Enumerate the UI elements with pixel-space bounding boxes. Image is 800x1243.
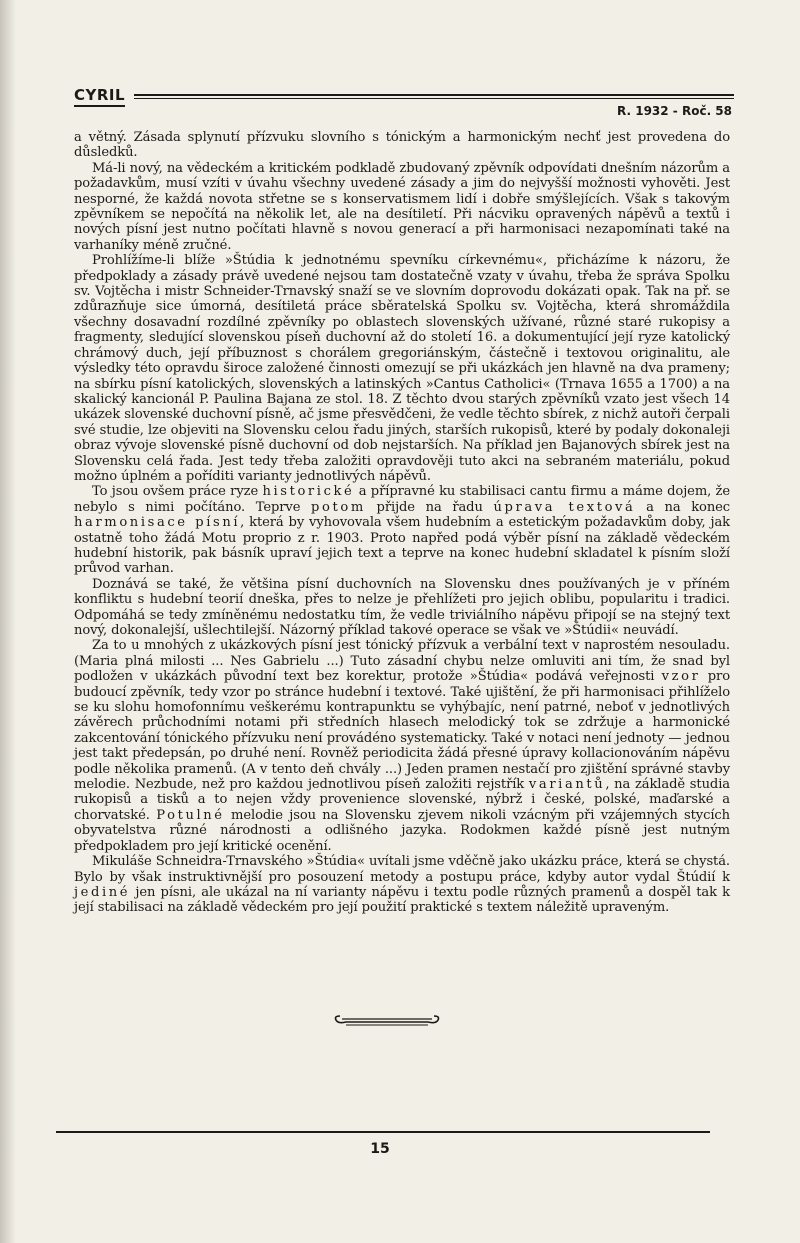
- text-run: Mikuláše Schneidra-Trnavského »Štúdia« uvítali jsme vděčně jako ukázku práce, která se chystá. Bylo by však instruktivnější pro posouzení metody a postupu práce, kdyby autor vydal Štúdií k: [74, 854, 730, 885]
- paragraph: a větný. Zásada splynutí přízvuku slovního s tónickým a harmonickým nechť jest provedena do důsledků.: [74, 130, 730, 161]
- paragraph: Má-li nový, na vědeckém a kritickém podkladě zbudovaný zpěvník odpovídati dnešním názorům a požadavkům, musí vzíti v úvahu všechny uvedené zásady a jim do nejvyšší možnosti vyhověti. Jest nesporné, že každá novota střetne se s konservatismem lidí i dobře smýšlejících. Však s takovým zpěvníkem se nepočítá na několik let, ale na desítiletí. Při nácviku opravených nápěvů a textů i nových písní jest nutno počítati hlavně s novou generací a při harmonisaci nezapomínati také na varhaníky méně zručné.: [74, 160, 730, 253]
- page-number: 15: [370, 1141, 390, 1157]
- spaced-emphasis: Potulné: [156, 807, 225, 823]
- text-run: To jsou ovšem práce ryze: [92, 484, 263, 500]
- spaced-emphasis: variantů: [528, 777, 606, 793]
- article-body: [74, 130, 730, 916]
- paragraph: Prohlížíme-li blíže »Štúdia k jednotnému spevníku církevnému«, přicházíme k názoru, že předpoklady a zásady právě uvedené nejsou tam dostatečně vzaty v úvahu, třeba že správa Spolku sv. Vojtěcha i mistr Schneider-Trnavský snaží se ve slovním doprovodu dokázati opak. Tak na př. se zdůrazňuje sice úmorná, desítiletá práce sběratelská Spolku sv. Vojtěcha, která shromáždila všechny dosavadní rozdílné zpěvníky po oblastech slovenských užívané, různé staré rukopisy a fragmenty, sledující slovenskou píseň duchovní až do století 16. a dokumentující její ryze katolický chrámový duch, její příbuznost s chorálem gregoriánským, částečně i textovou originalitu, ale výsledky této opravdu široce založené činnosti omezují se při ukázkách jen hlavně na dva prameny; na sbírku písní katolických, slovenských a latinských »Cantus Catholici« (Trnava 1655 a 1700) a na skalický kancionál P. Paulina Bajana ze stol. 18. Z těchto dvou starých zpěvníků vzato jest všech 14 ukázek slovenské duchovní písně, ač jsme přesvědčeni, že vedle těchto sbírek, z nichž autoři čerpali své studie, lze objeviti na Slovensku celou řadu jiných, starších rukopisů, které by podaly dokonaleji obraz vývoje slovenské písně duchovní od dob nejstarších. Na příklad jen Bajanových sbírek jest na Slovensku celá řada. Jest tedy třeba založiti opravdověji tuto akci na sebraném materiálu, pokud možno úplném a poříditi varianty jednotlivých nápěvů.: [74, 253, 730, 484]
- footer-rule: [56, 1131, 710, 1133]
- header-rule-thin: [134, 98, 734, 99]
- page-edge-shadow: [0, 0, 16, 1243]
- section-ornament-icon: [332, 1010, 442, 1030]
- text-run: a přípravné ku stabilisaci cantu firmu a máme dojem, že nebylo s nimi počítáno. Teprve: [74, 484, 730, 515]
- text-run: , na základě studia rukopisů a tisků a to nejen vždy provenience slovenské, nýbrž i české, polské, maďarské a chorvatské.: [74, 777, 730, 823]
- spaced-emphasis: historické: [262, 484, 355, 500]
- paragraph: [74, 638, 730, 854]
- text-run: pro budoucí zpěvník, tedy vzor po stránce hudební i textové. Také ujištění, že při harmonisaci přihlíželo se ku slohu homofonnímu veškerému kontrapunktu se vyhýbajíc, není patrné, neboť v jednotlivých závěrech průchodními notami při středních hlasech melodický tok se zdržuje a harmonické zakcentování tónického přízvuku není provádéno systematicky. Také v notaci není jednoty — jednou jest takt předepsán, po druhé není. Rovněž periodicita žádá přesné úpravy kollacionováním nápěvu podle několika pramenů. (A v tento deň chvály ...) Jeden pramen nestačí pro zjištění správné stavby melodie. Nezbude, než pro každou jednotlivou píseň založiti rejstřík: [74, 669, 730, 793]
- spaced-emphasis: potom: [311, 499, 366, 515]
- text-run: a na konec: [635, 499, 731, 515]
- text-run: melodie jsou na Slovensku zjevem nikoli vzácným při vzájemných stycích obyvatelstva různé národnosti a odlišného jazyka. Rodokmen každé písně jest nutným předpokladem pro její kritické ocenění.: [74, 807, 730, 854]
- issue-info: R. 1932 - Roč. 58: [617, 104, 732, 118]
- paragraph: [74, 854, 730, 916]
- paragraph: Doznává se také, že většina písní duchovních na Slovensku dnes používaných je v příném konfliktu s hudební teorií dneška, přes to nelze je přehlížeti pro jejich oblibu, popularitu i tradici. Odpomáhá se tedy zmíněnému nedostatku tím, že vedle triviálního nápěvu připojí se na stejný text nový, dokonalejší, ušlechtilejší. Názorný příklad takové operace se však ve »Štúdii« neuvádí.: [74, 576, 730, 638]
- header-rule: [134, 94, 734, 96]
- text-run: , která by vyhovovala všem hudebním a estetickým požadavkům doby, jak ostatně toho žádá Motu proprio z r. 1903. Proto napřed podá výběr písní na základě vědeckém hudební historik, pak básník upraví jejich text a teprve na konec hudební skladatel k písním složí průvod varhan.: [74, 515, 730, 577]
- paragraph: [74, 484, 730, 576]
- page-header: [62, 84, 734, 124]
- spaced-emphasis: jediné: [74, 884, 131, 900]
- spaced-emphasis: harmonisace písní: [74, 515, 241, 531]
- spaced-emphasis: úprava textová: [493, 499, 636, 515]
- text-run: přijde na řadu: [365, 499, 494, 515]
- text-run: jen písni, ale ukázal na ní varianty nápěvu i textu podle různých pramenů a dospěl tak k její stabilisaci na základě vědeckém pro její použití praktické s textem náležitě upraveným.: [74, 884, 730, 916]
- journal-name: CYRIL: [74, 86, 125, 107]
- spaced-emphasis: vzor: [661, 669, 701, 685]
- text-run: Za to u mnohých z ukázkových písní jest tónický přízvuk a verbální text v naprostém nesouladu. (Maria plná milosti ... Nes Gabrielu ...) Tuto zásadní chybu nelze omluviti ani tím, že snad byl podložen v ukázkách původní text bez korektur, protože »Štúdia« podává veřejnosti: [74, 638, 730, 685]
